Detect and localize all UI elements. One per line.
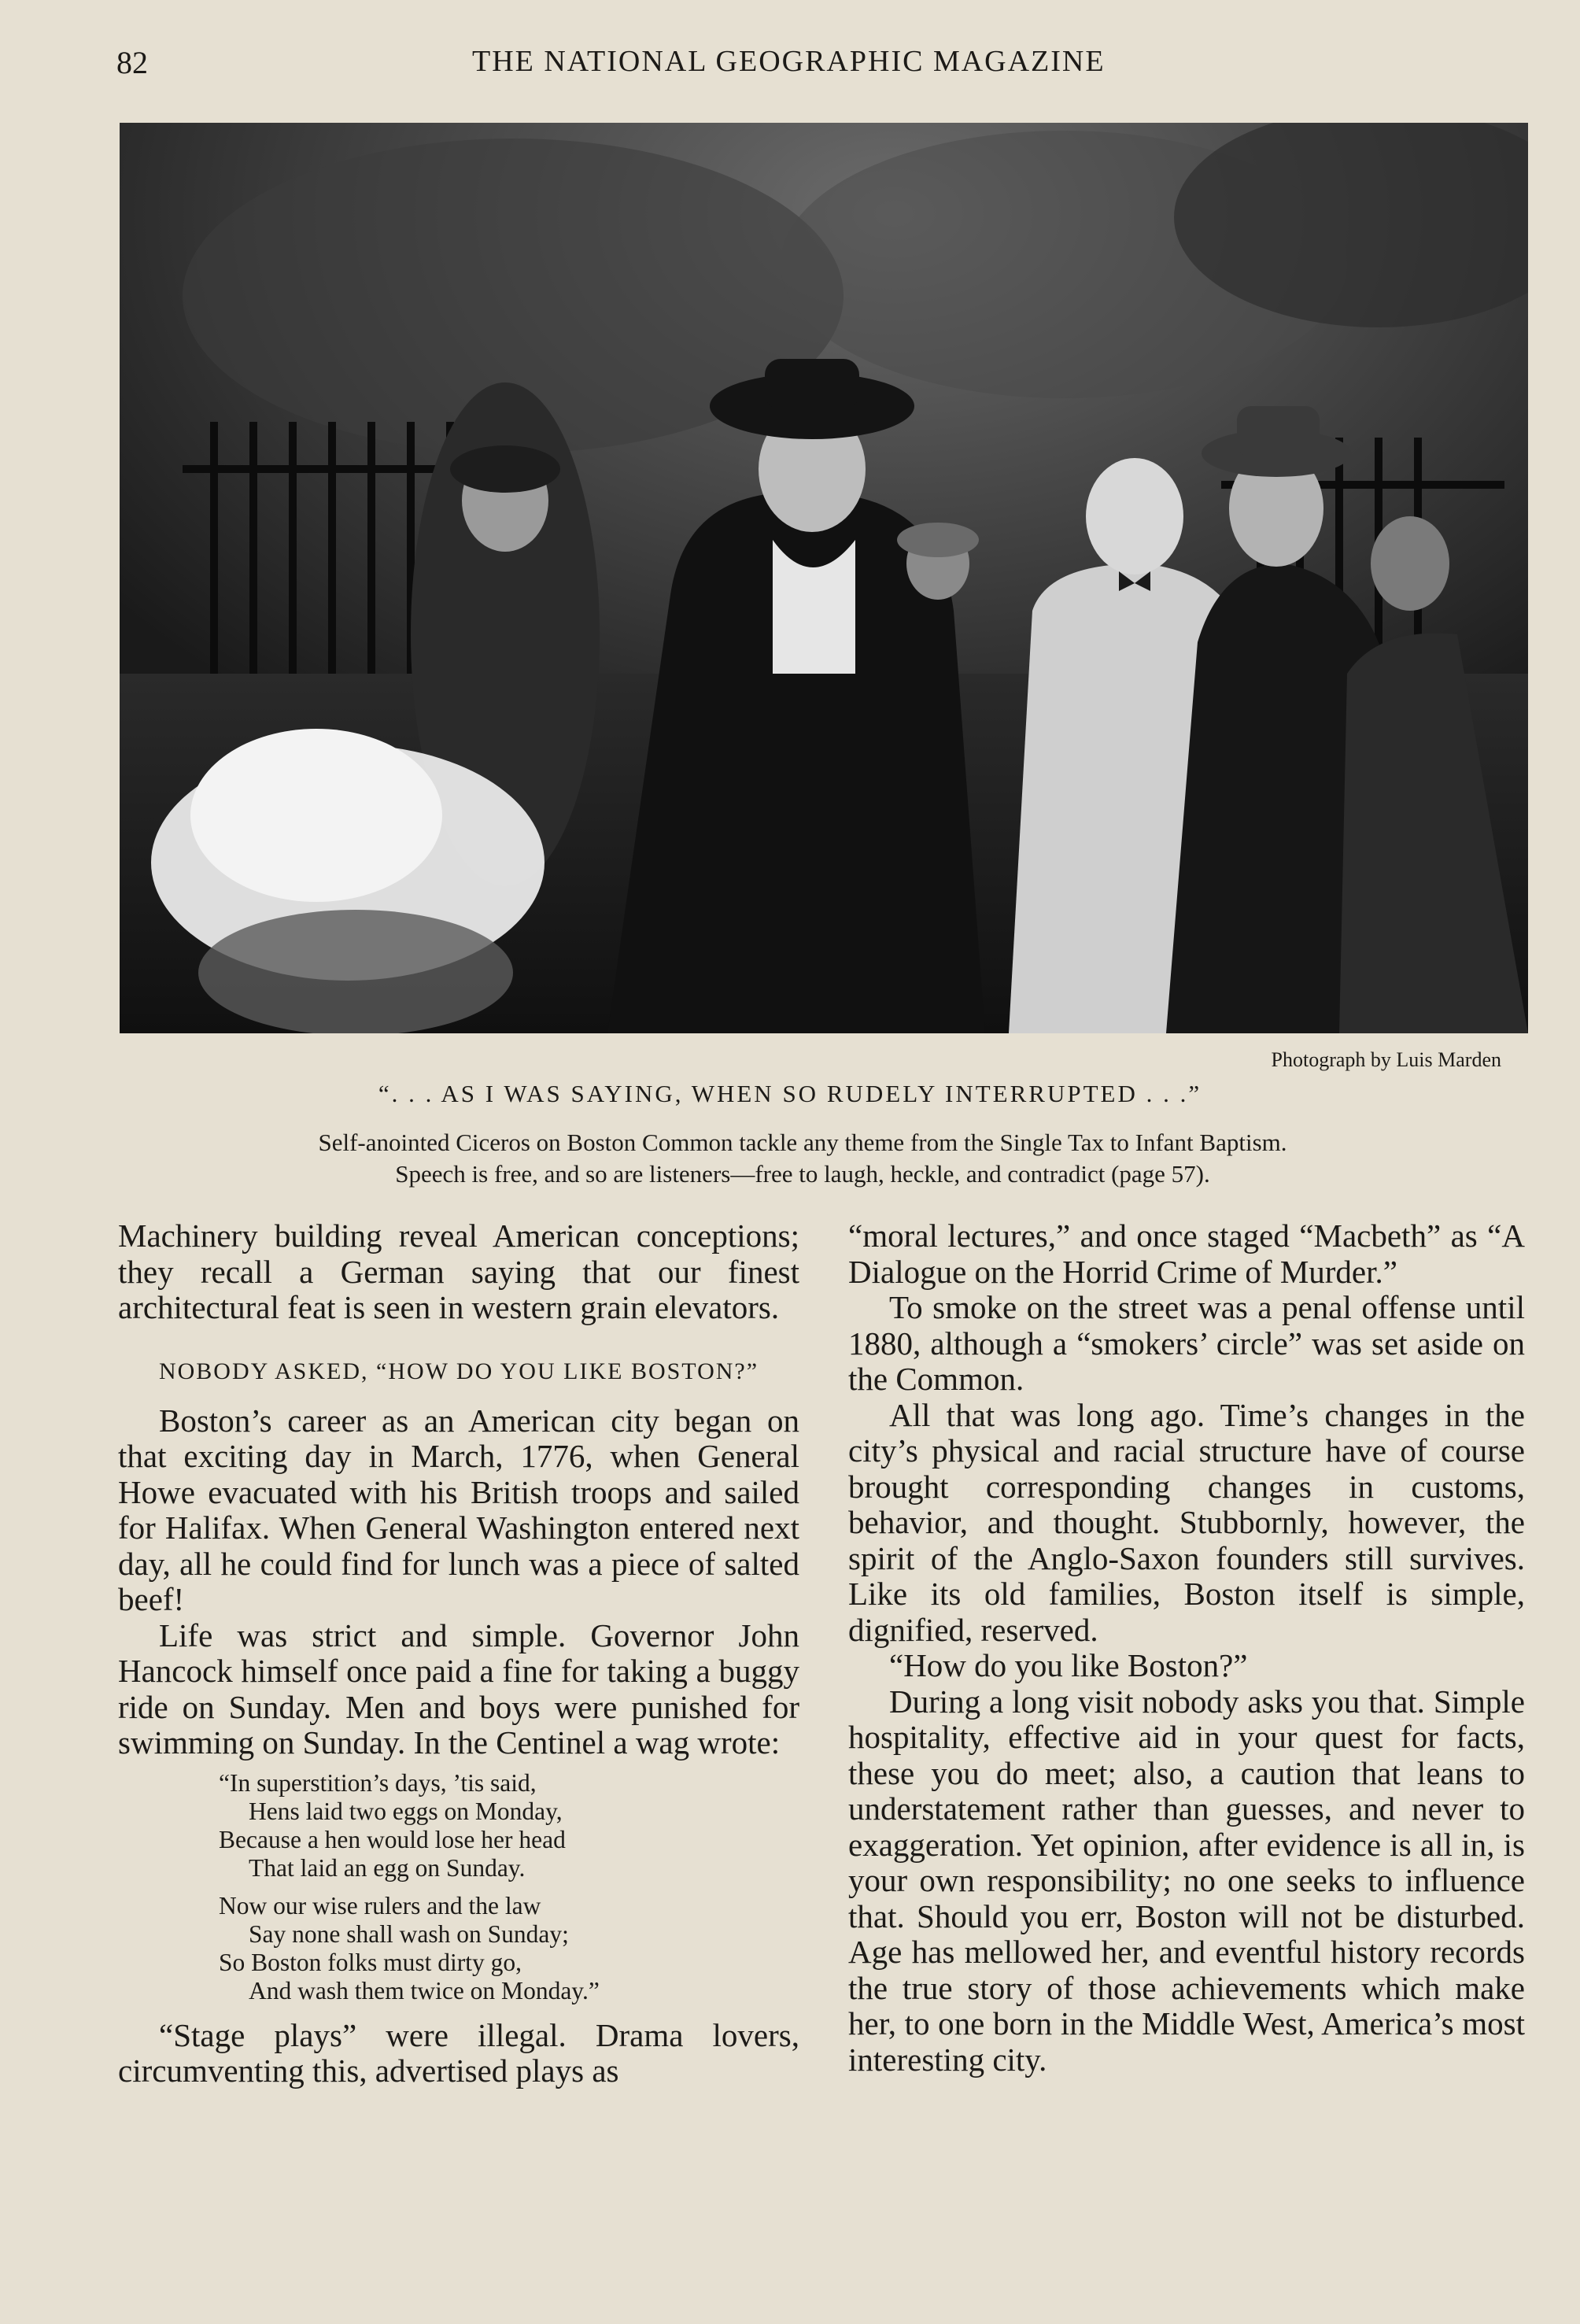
poem-line: Hens laid two eggs on Monday, xyxy=(249,1797,563,1825)
caption-title: “. . . AS I WAS SAYING, WHEN SO RUDELY INTERRUPTED . . .” xyxy=(378,1080,1202,1107)
caption-body xyxy=(94,1127,1511,1190)
paragraph: All that was long ago. Time’s changes in the city’s physical and racial structure have of course brought corresponding changes in customs, behavior, and thought. Stubbornly, however, the spirit of the Anglo-Saxon founders still survives. Like its old families, Boston itself is simple, dignified, reserved. xyxy=(848,1396,1525,1648)
poem-line: Say none shall wash on Sunday; xyxy=(249,1919,569,1948)
poem-stanza xyxy=(219,1892,799,2005)
photo-illustration xyxy=(120,123,1528,1033)
paragraph: Boston’s career as an American city began on that exciting day in March, 1776, when General Howe evacuated with his British troops and sailed for Halifax. When General Washington entered next day, all he could find for lunch was a piece of salted beef! xyxy=(118,1402,799,1617)
poem-line: Because a hen would lose her head xyxy=(219,1825,566,1853)
paragraph: “moral lectures,” and once staged “Macbeth” as “A Dialogue on the Horrid Crime of Murder.” xyxy=(848,1217,1525,1290)
paragraph: “How do you like Boston?” xyxy=(889,1647,1248,1683)
poem-line: That laid an egg on Sunday. xyxy=(249,1853,526,1882)
paragraph: Life was strict and simple. Governor John Hancock himself once paid a fine for taking a buggy ride on Sunday. Men and boys were punished for swimming on Sunday. In the Centinel a wag wrote: xyxy=(118,1616,799,1761)
poem-line: “In superstition’s days, ’tis said, xyxy=(219,1768,537,1797)
page-number: 82 xyxy=(116,45,148,80)
left-column xyxy=(118,1218,799,2089)
poem-line: So Boston folks must dirty go, xyxy=(219,1948,522,1976)
caption-line: Speech is free, and so are listeners—free to laugh, heckle, and contradict (page 57). xyxy=(395,1160,1210,1188)
caption-line: Self-anointed Ciceros on Boston Common tackle any theme from the Single Tax to Infant Baptism. xyxy=(318,1129,1287,1156)
poem-stanza xyxy=(219,1769,799,1882)
photograph-speakers-boston-common xyxy=(120,123,1528,1033)
photo-credit: Photograph by Luis Marden xyxy=(1271,1048,1501,1071)
paragraph: Machinery building reveal American conceptions; they recall a German saying that our finest architectural feat is seen in western grain elevators. xyxy=(118,1217,799,1325)
poem-line: And wash them twice on Monday.” xyxy=(249,1976,600,2004)
paragraph: To smoke on the street was a penal offense until 1880, although a “smokers’ circle” was set aside on the Common. xyxy=(848,1289,1525,1397)
right-column xyxy=(848,1218,1525,2078)
running-head: THE NATIONAL GEOGRAPHIC MAGAZINE xyxy=(472,45,1106,78)
poem xyxy=(219,1769,799,2005)
paragraph: “Stage plays” were illegal. Drama lovers, circumventing this, advertised plays as xyxy=(118,2016,799,2089)
paragraph: During a long visit nobody asks you that. Simple hospitality, effective aid in your quest for facts, these you do meet; also, a caution that leans to understatement rather than guesses, and never to exaggeration. Yet opinion, after evidence is all in, is your own responsibility; no one seeks to influence that. Should you err, Boston will not be disturbed. Age has mellowed her, and eventful history records the true story of those achievements which make her, to one born in the Middle West, America’s most interesting city. xyxy=(848,1683,1525,2078)
section-subhead: NOBODY ASKED, “HOW DO YOU LIKE BOSTON?” xyxy=(158,1358,759,1384)
poem-line: Now our wise rulers and the law xyxy=(219,1891,541,1919)
